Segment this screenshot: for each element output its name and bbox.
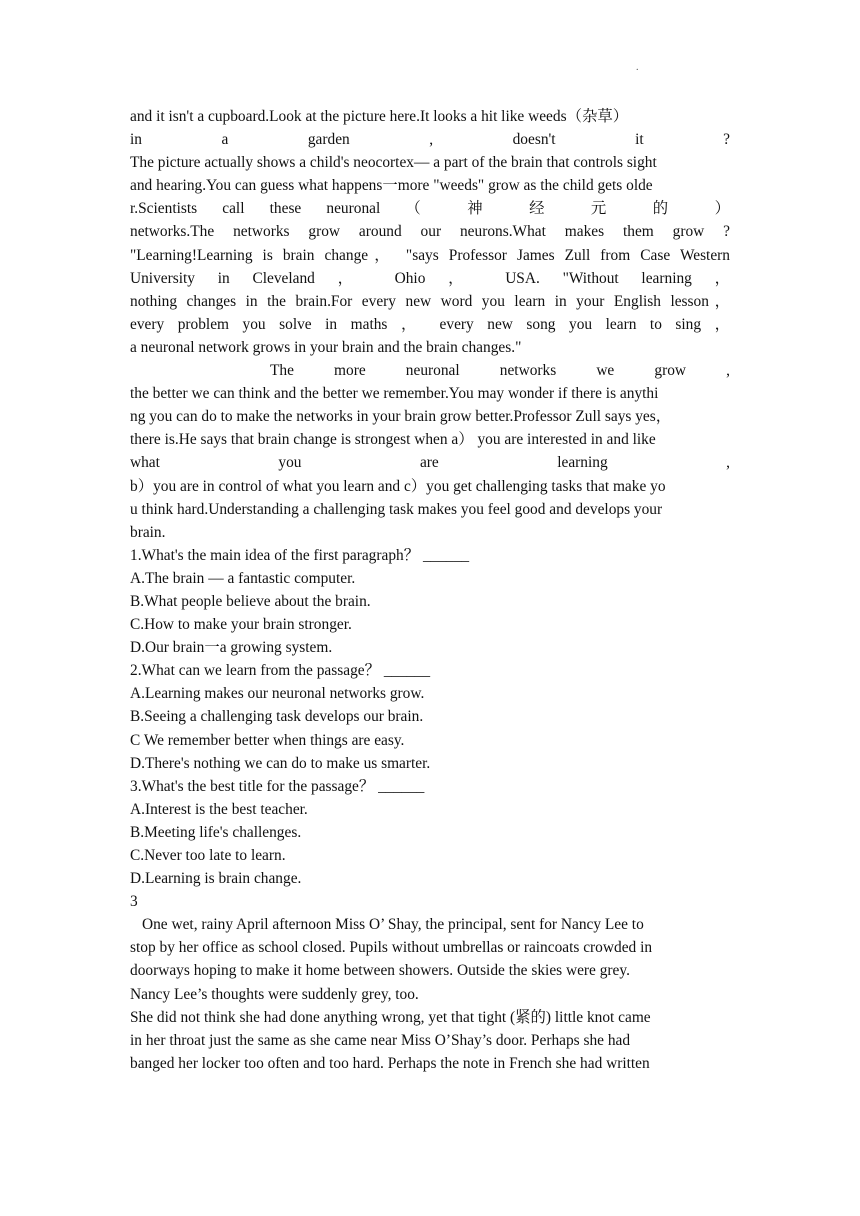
passage-line: u think hard.Understanding a challenging task makes you feel good and develops your [130, 500, 663, 518]
passage-line: b）you are in control of what you learn and c）you get challenging tasks that make yo [130, 477, 666, 495]
answer-option: C.Never too late to learn. [130, 847, 286, 864]
passage-line: networks.The networks grow around our neurons.What makes them grow ? [130, 223, 730, 241]
question-2 [130, 659, 730, 774]
story-line: stop by her office as school closed. Pupils without umbrellas or raincoats crowded in [130, 939, 653, 957]
answer-option: A.The brain — a fantastic computer. [130, 569, 356, 587]
story-line: doorways hoping to make it home between showers. Outside the skies were grey. [130, 962, 630, 980]
answer-option: A.Learning makes our neuronal networks grow. [130, 685, 425, 703]
passage-line: nothing changes in the brain.For every new word you learn in your English lesson， [130, 292, 730, 310]
question-stem: 3.What's the best title for the passage？ ______ [130, 777, 425, 795]
passage-line: every problem you solve in maths ， every new song you learn to sing ， [130, 315, 730, 333]
story-line: Nancy Lee’s thoughts were suddenly grey, too. [130, 985, 419, 1003]
passage-line: in a garden , doesn't it ? [130, 131, 730, 149]
header-mark: . [636, 62, 639, 73]
answer-option: D.Our brain一a growing system. [130, 639, 333, 657]
story-line: She did not think she had done anything wrong, yet that tight (紧的) little knot came [130, 1008, 651, 1026]
reading-passage [130, 105, 730, 544]
answer-option: B.Seeing a challenging task develops our brain. [130, 708, 424, 726]
question-3 [130, 775, 730, 890]
answer-option: B.Meeting life's challenges. [130, 823, 302, 841]
passage-line: a neuronal network grows in your brain and the brain changes." [130, 338, 522, 356]
passage-line: University in Cleveland ， Ohio ， USA. "Without learning ， [130, 269, 730, 287]
answer-option: C.How to make your brain stronger. [130, 616, 352, 634]
document-content [130, 105, 730, 1075]
question-1 [130, 544, 730, 659]
question-stem: 2.What can we learn from the passage？ ______ [130, 662, 431, 680]
section-number: 3 [130, 893, 138, 911]
passage-line: brain. [130, 523, 166, 541]
question-stem: 1.What's the main idea of the first paragraph？ ______ [130, 546, 470, 564]
passage-line: The more neuronal networks we grow , [270, 362, 730, 380]
passage-line: and it isn't a cupboard.Look at the picture here.It looks a hit like weeds（杂草） [130, 108, 629, 125]
passage-line: the better we can think and the better we remember.You may wonder if there is anythi [130, 385, 659, 403]
answer-option: C We remember better when things are easy. [130, 731, 405, 749]
answer-option: A.Interest is the best teacher. [130, 800, 308, 818]
story-passage [130, 913, 730, 1075]
story-line: in her throat just the same as she came near Miss O’Shay’s door. Perhaps she had [130, 1031, 631, 1049]
passage-line: there is.He says that brain change is strongest when a） you are interested in and like [130, 431, 656, 449]
story-line: banged her locker too often and too hard. Perhaps the note in French she had written [130, 1054, 650, 1072]
passage-line: r.Scientists call these neuronal （ 神 经 元 的 ） [130, 200, 730, 218]
passage-line: ng you can do to make the networks in your brain grow better.Professor Zull says yes， [130, 408, 672, 426]
passage-line: and hearing.You can guess what happens一more "weeds" grow as the child gets olde [130, 177, 653, 195]
answer-option: D.Learning is brain change. [130, 870, 302, 888]
passage-line: The picture actually shows a child's neocortex— a part of the brain that controls sight [130, 154, 657, 172]
story-line: One wet, rainy April afternoon Miss O’ Shay, the principal, sent for Nancy Lee to [142, 916, 644, 934]
answer-option: D.There's nothing we can do to make us smarter. [130, 754, 431, 772]
passage-line: what you are learning , [130, 454, 730, 472]
passage-line: "Learning!Learning is brain change， "says Professor James Zull from Case Western [130, 246, 730, 264]
answer-option: B.What people believe about the brain. [130, 592, 371, 610]
